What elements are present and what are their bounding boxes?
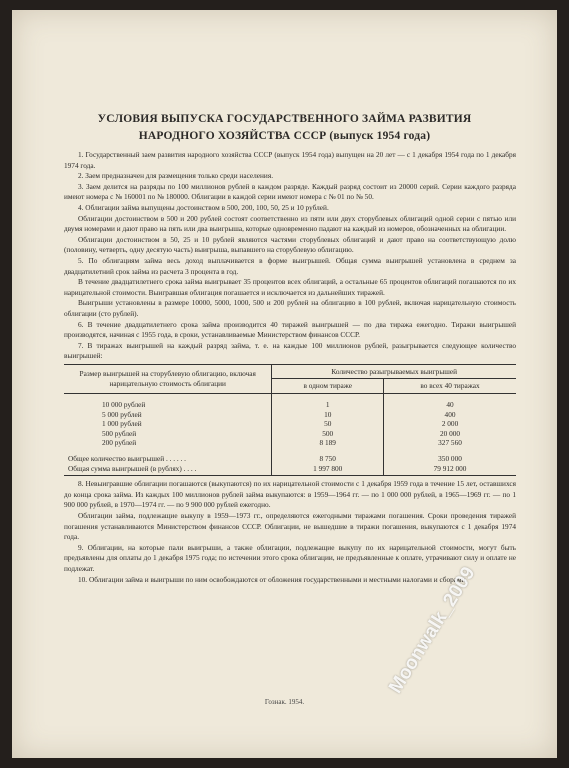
bond-reverse-sheet bbox=[12, 10, 557, 758]
table-row bbox=[64, 410, 516, 420]
paragraph: Облигации займа, подлежащие выкупу в 1959—1973 гг., определяются ежегодными тиражами погашения. Сроки проведения тиражей погашения устанавливаются Министерством финансов СССР. Облигации, не вышедшие в тиражи погашения, выкупаются с 1 декабря 1974 года. bbox=[64, 511, 516, 542]
total-count-one: 8 750 bbox=[272, 448, 384, 464]
winnings-table bbox=[64, 364, 516, 476]
one-draw-count: 1 bbox=[272, 394, 384, 410]
all-draws-count: 327 560 bbox=[384, 438, 516, 448]
table-row bbox=[64, 438, 516, 448]
all-draws-count: 2 000 bbox=[384, 419, 516, 429]
prize-label: 500 рублей bbox=[102, 428, 137, 438]
winnings-table-body bbox=[64, 394, 516, 476]
paragraph: 4. Облигации займа выпущены достоинством в 500, 200, 100, 50, 25 и 10 рублей. bbox=[78, 202, 329, 212]
paragraph: 9. Облигации, на которые пали выигрыши, а также облигации, подлежащие выкупу по их нарицательной стоимости, могут быть предъявлены для оплаты до 1 декабря 1975 года; по истечении этого срока облигации, не предъявленные к оплате, утрачивают силу и оплате не подлежат. bbox=[64, 542, 516, 573]
table-row bbox=[64, 429, 516, 439]
document-title-line-1: УСЛОВИЯ ВЫПУСКА ГОСУДАРСТВЕННОГО ЗАЙМА РАЗВИТИЯ bbox=[97, 113, 472, 125]
paragraph: 3. Заем делится на разряды по 100 миллионов рублей в каждом разряде. Каждый разряд состоит из 20000 серий. Серии каждого разряда имеют номера с № 160001 по № 180000. Облигации в каждой серии имеют номера с № 01 по № 50. bbox=[64, 181, 516, 202]
watermark-text: Moonwalk_2009 bbox=[385, 563, 480, 698]
paragraph: 2. Заем предназначен для размещения только среди населения. bbox=[78, 171, 274, 181]
prize-label: 5 000 рублей bbox=[102, 409, 142, 419]
table-row-total-count bbox=[64, 448, 516, 464]
prize-label: 1 000 рублей bbox=[102, 419, 142, 429]
table-row bbox=[64, 394, 516, 410]
col-header-prize-size: Размер выигрышей на сторублевую облигацию, включая нарицательную стоимость облигации bbox=[64, 364, 272, 393]
total-sum-label: Общая сумма выигрышей (в рублях) . . . . bbox=[64, 464, 272, 476]
table-row-total-sum bbox=[64, 464, 516, 476]
prize-label: 10 000 рублей bbox=[102, 400, 146, 410]
paragraph: 10. Облигации займа и выигрыши по ним освобождаются от обложения государственными и местными налогами и сборами. bbox=[78, 574, 468, 584]
col-header-one-draw: в одном тираже bbox=[272, 379, 384, 394]
printer-mark: Гознак. 1954. bbox=[264, 698, 305, 706]
paragraph: 6. В течение двадцатилетнего срока займа производится 40 тиражей выигрышей — по два тиража ежегодно. Тиражи выигрышей производятся, начиная с 1955 года, в сроки, устанавливаемые Министерством финансов СССР. bbox=[64, 319, 516, 340]
document-title-line-2: НАРОДНОГО ХОЗЯЙСТВА СССР (выпуск 1954 года) bbox=[138, 130, 431, 142]
one-draw-count: 10 bbox=[272, 410, 384, 420]
one-draw-count: 500 bbox=[272, 429, 384, 439]
total-sum-all: 79 912 000 bbox=[384, 464, 516, 476]
paragraph: Облигации достоинством в 50, 25 и 10 рублей являются частями сторублевых облигаций и дают право на соответствующую долю (половину, четверть, одну десятую часть) выигрыша, выпавшего на сторублевую облигацию. bbox=[64, 234, 516, 255]
total-count-all: 350 000 bbox=[384, 448, 516, 464]
total-sum-one: 1 997 800 bbox=[272, 464, 384, 476]
col-header-group: Количество разыгрываемых выигрышей bbox=[272, 364, 516, 379]
all-draws-count: 20 000 bbox=[384, 429, 516, 439]
table-row bbox=[64, 419, 516, 429]
all-draws-count: 400 bbox=[384, 410, 516, 420]
all-draws-count: 40 bbox=[384, 394, 516, 410]
paragraph: 7. В тиражах выигрышей на каждый разряд займа, т. е. на каждые 100 миллионов рублей, разыгрывается следующее количество выигрышей: bbox=[64, 340, 516, 361]
paragraph: В течение двадцатилетнего срока займа выигрывает 35 процентов всех облигаций, а остальные 65 процентов облигаций погашаются по их нарицательной стоимости. Выигравшая облигация погашается и исключается из дальнейших тиражей. bbox=[64, 277, 516, 297]
prize-label: 200 рублей bbox=[102, 438, 137, 448]
paragraph: 5. По облигациям займа весь доход выплачивается в форме выигрышей. Общая сумма выигрышей установлена в среднем за двадцатилетний срок займа из расчета 3 процента в год. bbox=[64, 255, 516, 276]
one-draw-count: 8 189 bbox=[272, 438, 384, 448]
paragraphs-group-b bbox=[64, 479, 516, 585]
paragraph: Выигрыши установлены в размере 10000, 5000, 1000, 500 и 200 рублей на облигацию в 100 рублей, включая нарицательную стоимость облигации (сто рублей). bbox=[64, 298, 516, 318]
col-header-all-draws: во всех 40 тиражах bbox=[384, 379, 516, 394]
one-draw-count: 50 bbox=[272, 419, 384, 429]
total-count-label: Общее количество выигрышей . . . . . . bbox=[68, 454, 187, 464]
paragraph: 8. Невыигравшие облигации погашаются (выкупаются) по их нарицательной стоимости с 1 декабря 1959 года в течение 15 лет, оставшихся до конца срока займа. Из каждых 100 миллионов рублей займа выкупаются: в 1959—1964 гг. — по 1 000 000 рублей, в 1965—1969 гг. — по 1 900 000 рублей, в 1970—1974 гг. — по 9 900 000 рублей ежегодно. bbox=[64, 479, 516, 510]
paragraph: 1. Государственный заем развития народного хозяйства СССР (выпуск 1954 года) выпущен на 20 лет — с 1 декабря 1954 года по 1 декабря 1974 года. bbox=[64, 150, 516, 170]
paragraphs-group-a bbox=[64, 150, 516, 362]
paragraph: Облигации достоинством в 500 и 200 рублей состоят соответственно из пяти или двух сторублевых облигаций одной серии с пятью или двумя номерами и дают право на пять или два выигрыша, которые одновременно падают на каждый из номеров, обозначенных на облигации. bbox=[64, 213, 516, 234]
document-body bbox=[64, 150, 516, 585]
